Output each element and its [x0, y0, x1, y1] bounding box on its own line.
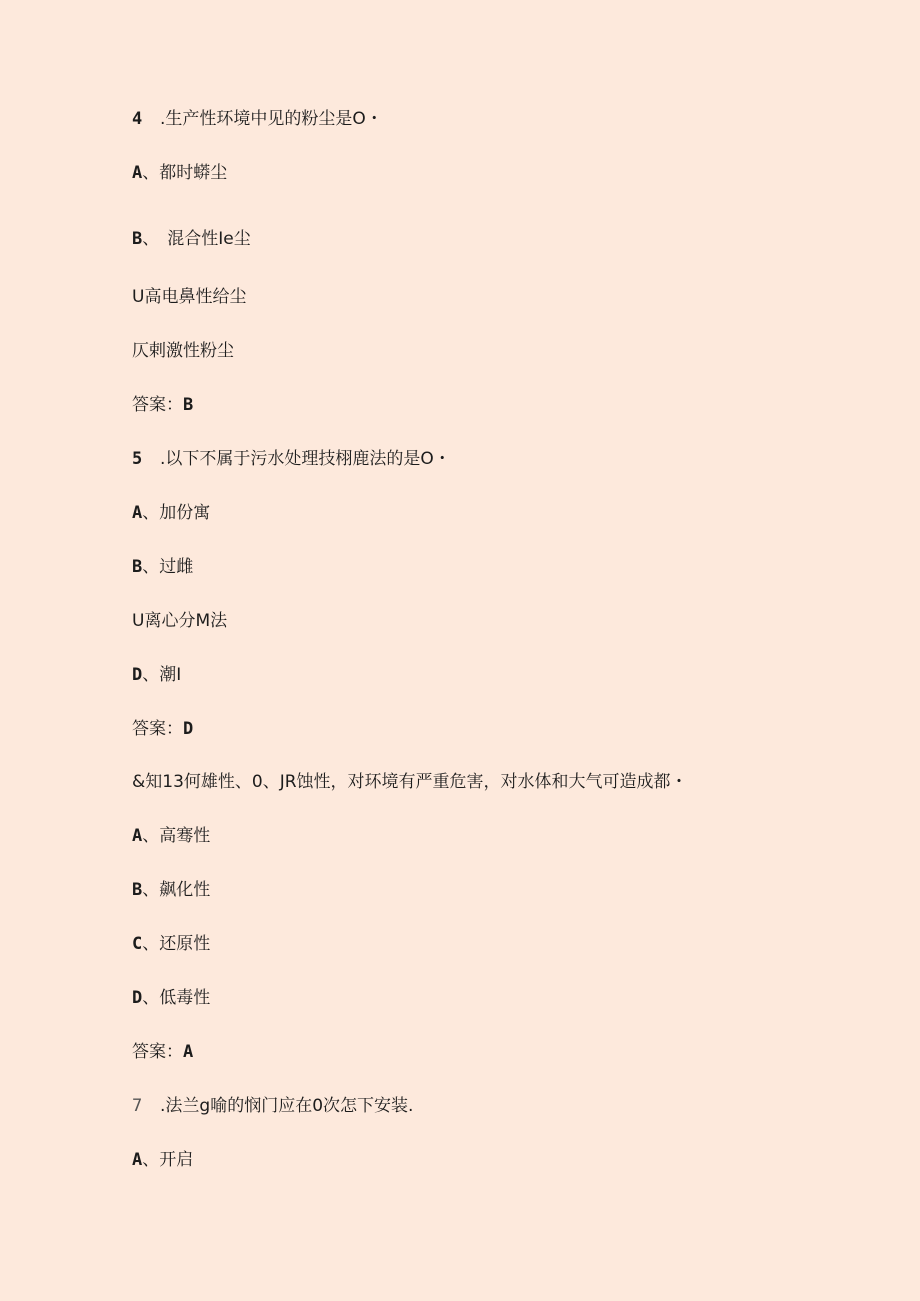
option-letter: A	[132, 163, 143, 183]
option-letter: D	[132, 665, 143, 685]
question-5-option-a	[132, 502, 210, 524]
option-text: U离心分M法	[132, 611, 228, 631]
option-letter: B	[132, 880, 143, 900]
option-letter: D	[132, 988, 143, 1008]
option-separator: 、	[142, 880, 160, 900]
question-6-option-b	[132, 879, 210, 901]
option-separator: 、	[142, 934, 160, 954]
option-text: 低毒性	[159, 988, 211, 1008]
option-text: 高骞性	[159, 826, 211, 846]
answer-value: B	[183, 395, 194, 415]
question-4-option-c	[132, 286, 246, 308]
option-text: 都时蟒尘	[159, 163, 228, 183]
option-letter: B	[132, 557, 143, 577]
question-6-option-c	[132, 933, 210, 955]
question-7-option-a	[132, 1149, 193, 1171]
question-7-stem	[132, 1095, 413, 1117]
question-4-option-b	[132, 228, 251, 250]
option-separator: 、	[142, 163, 160, 183]
answer-label: 答案：	[132, 395, 183, 415]
option-separator: 、	[142, 229, 160, 249]
option-text: 还原性	[159, 934, 211, 954]
option-text: 仄剌激性粉尘	[132, 341, 234, 361]
question-4-answer	[132, 394, 193, 416]
question-text: .法兰g喻的悯门应在0次怎下安装.	[160, 1096, 414, 1116]
option-text: 加份寓	[159, 503, 211, 523]
answer-label: 答案：	[132, 1042, 183, 1062]
question-4-option-d	[132, 340, 234, 362]
option-letter: B	[132, 229, 143, 249]
question-4-stem	[132, 108, 383, 130]
option-separator: 、	[142, 503, 160, 523]
question-number: 5	[132, 449, 143, 469]
question-number: 7	[132, 1096, 143, 1116]
question-5-option-c	[132, 610, 227, 632]
option-separator: 、	[142, 557, 160, 577]
question-text: &知13何雄性、0、JR蚀性，对环境有严重危害，对水体和大气可造成都・	[132, 772, 688, 792]
option-letter: A	[132, 1150, 143, 1170]
answer-value: D	[183, 719, 194, 739]
option-text: 混合性Ie尘	[167, 229, 251, 249]
option-letter: C	[132, 934, 143, 954]
question-5-option-d	[132, 664, 181, 686]
question-6-answer	[132, 1041, 193, 1063]
question-5-stem	[132, 448, 451, 470]
option-separator: 、	[142, 665, 160, 685]
question-5-option-b	[132, 556, 193, 578]
question-4-option-a	[132, 162, 227, 184]
option-letter: A	[132, 503, 143, 523]
answer-label: 答案：	[132, 719, 183, 739]
question-6-option-a	[132, 825, 210, 847]
option-text: 飙化性	[159, 880, 211, 900]
question-number: 4	[132, 109, 143, 129]
question-5-answer	[132, 718, 193, 740]
option-text: 开启	[159, 1150, 194, 1170]
option-separator: 、	[142, 988, 160, 1008]
option-text: U高电鼻性给尘	[132, 287, 247, 307]
question-text: .生产性环境中见的粉尘是O・	[160, 109, 383, 129]
option-text: 潮I	[159, 665, 182, 685]
option-letter: A	[132, 826, 143, 846]
option-text: 过雌	[159, 557, 194, 577]
option-separator: 、	[142, 1150, 160, 1170]
question-6-option-d	[132, 987, 210, 1009]
question-text: .以下不属于污水处理技栩鹿法的是O・	[160, 449, 451, 469]
question-6-stem	[132, 771, 688, 793]
option-separator: 、	[142, 826, 160, 846]
answer-value: A	[183, 1042, 194, 1062]
